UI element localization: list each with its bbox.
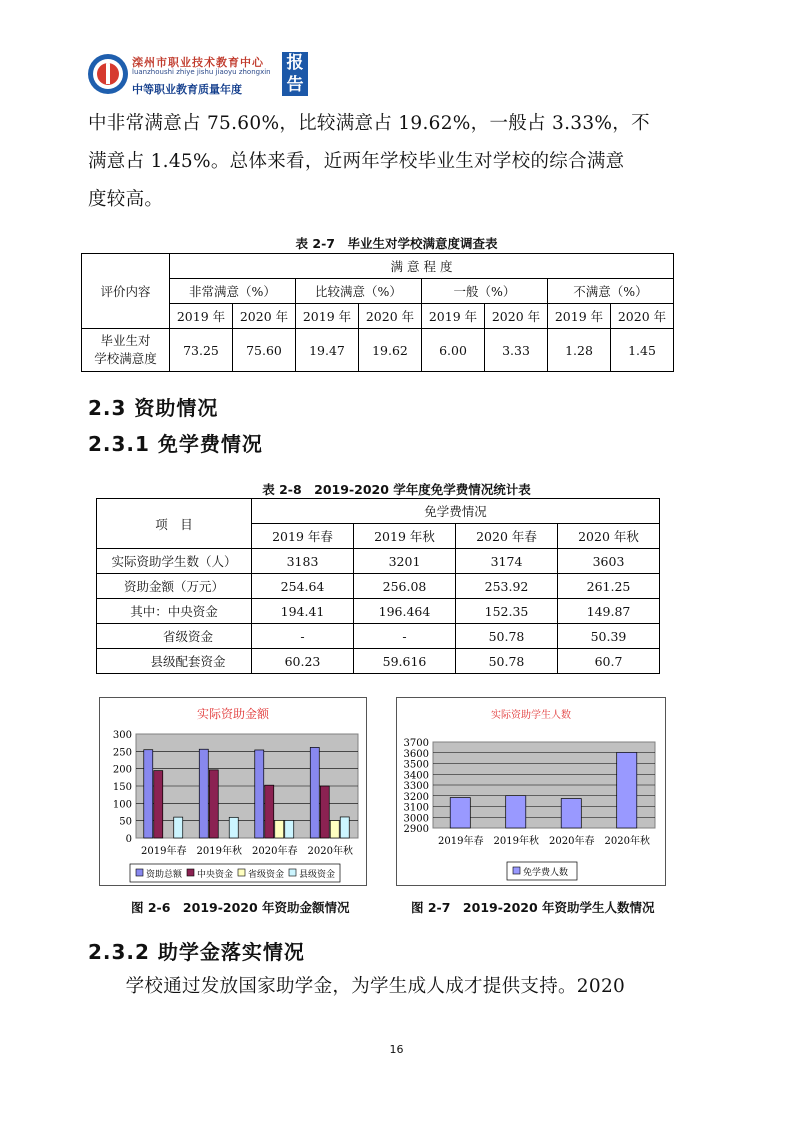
- y-tick-label: 0: [125, 834, 132, 845]
- year-header: 2019 年: [296, 304, 359, 329]
- y-tick-label: 3000: [403, 813, 429, 825]
- bar: [229, 817, 238, 838]
- y-tick-label: 250: [112, 747, 132, 759]
- table-cell: -: [354, 624, 456, 649]
- bar: [255, 750, 264, 838]
- table-cell: 3201: [354, 549, 456, 574]
- year-header: 2020 年: [485, 304, 548, 329]
- x-tick-label: 2019年秋: [196, 846, 242, 857]
- table-cell: 75.60: [233, 329, 296, 372]
- y-tick-label: 3600: [403, 748, 429, 760]
- y-tick-label: 3500: [403, 759, 429, 771]
- category-header: 一般（%）: [422, 279, 548, 304]
- report-subtitle: 中等职业教育质量年度: [132, 83, 242, 96]
- table-cell: 50.78: [456, 649, 558, 674]
- row-label: 资助金额（万元）: [97, 574, 252, 599]
- funding-chart-svg: [100, 698, 366, 885]
- table-cell: 3603: [558, 549, 660, 574]
- y-tick-label: 3200: [403, 791, 429, 803]
- row-label: 省级资金: [97, 624, 252, 649]
- table-cell: 3.33: [485, 329, 548, 372]
- year-header: 2020 年: [611, 304, 674, 329]
- row-label: [82, 329, 170, 372]
- row-label-line: 学校满意度: [94, 351, 157, 366]
- table-cell: 1.28: [548, 329, 611, 372]
- bar: [330, 821, 339, 838]
- table-cell: 152.35: [456, 599, 558, 624]
- table-cell: 3183: [252, 549, 354, 574]
- x-tick-label: 2019年秋: [493, 836, 539, 847]
- report-tag: 报告: [282, 52, 308, 96]
- section-heading-2-3-2: 2.3.2 助学金落实情况: [88, 940, 305, 964]
- period-header: 2020 年秋: [558, 524, 660, 549]
- table-cell: 253.92: [456, 574, 558, 599]
- table-cell: -: [252, 624, 354, 649]
- intro-line-2: 满意占 1.45%。总体来看，近两年学校毕业生对学校的综合满意: [88, 151, 625, 172]
- table-cell: 73.25: [170, 329, 233, 372]
- year-header: 2020 年: [233, 304, 296, 329]
- table-cell: 50.78: [456, 624, 558, 649]
- bar: [617, 752, 637, 828]
- school-logo-icon: [86, 52, 130, 96]
- legend-swatch: [187, 869, 194, 876]
- table-cell: 149.87: [558, 599, 660, 624]
- chart-title: 实际资助学生人数: [491, 710, 571, 721]
- section-heading-2-3-1: 2.3.1 免学费情况: [88, 432, 263, 456]
- section-heading-2-3: 2.3 资助情况: [88, 396, 219, 420]
- table-cell: 50.39: [558, 624, 660, 649]
- y-tick-label: 3400: [403, 770, 429, 782]
- x-tick-label: 2020年春: [252, 846, 298, 857]
- page-number: 16: [389, 1043, 404, 1056]
- figure-caption-2-6: 图 2-6 2019-2020 年资助金额情况: [131, 900, 350, 915]
- year-header: 2019 年: [170, 304, 233, 329]
- y-tick-label: 2900: [403, 824, 429, 835]
- figure-caption-2-7: 图 2-7 2019-2020 年资助学生人数情况: [411, 900, 655, 915]
- legend-label: 省级资金: [248, 870, 285, 880]
- period-header: 2020 年春: [456, 524, 558, 549]
- year-header: 2019 年: [548, 304, 611, 329]
- table-cell: 19.47: [296, 329, 359, 372]
- x-tick-label: 2019年春: [141, 846, 187, 857]
- table-cell: 6.00: [422, 329, 485, 372]
- table1-caption: 表 2-7 毕业生对学校满意度调查表: [295, 236, 498, 251]
- bar: [174, 817, 183, 838]
- category-header: 不满意（%）: [548, 279, 674, 304]
- y-tick-label: 3300: [403, 781, 429, 792]
- category-header: 比较满意（%）: [296, 279, 422, 304]
- bar: [340, 817, 349, 838]
- legend-swatch: [289, 869, 296, 876]
- year-header: 2020 年: [359, 304, 422, 329]
- group-header: 免学费情况: [252, 499, 660, 524]
- year-header: 2019 年: [422, 304, 485, 329]
- bar: [265, 785, 274, 838]
- group-header: 满 意 程 度: [170, 254, 674, 279]
- y-tick-label: 200: [112, 764, 132, 776]
- legend-swatch: [238, 869, 245, 876]
- bar: [199, 749, 208, 838]
- table-cell: 19.62: [359, 329, 422, 372]
- table-cell: 3174: [456, 549, 558, 574]
- students-chart-svg: [397, 698, 665, 885]
- table-cell: 254.64: [252, 574, 354, 599]
- x-tick-label: 2019年春: [438, 836, 484, 847]
- funding-chart: [99, 697, 367, 886]
- table-cell: 196.464: [354, 599, 456, 624]
- y-tick-label: 300: [112, 730, 132, 741]
- legend-label: 资助总额: [146, 870, 183, 880]
- x-tick-label: 2020年春: [549, 836, 595, 847]
- y-tick-label: 3700: [403, 738, 429, 749]
- tuition-table: [96, 498, 660, 674]
- bar: [285, 820, 294, 838]
- x-tick-label: 2020年秋: [307, 846, 353, 857]
- legend-label: 中央资金: [197, 870, 234, 880]
- intro-line-3: 度较高。: [88, 189, 164, 210]
- table-cell: 256.08: [354, 574, 456, 599]
- table-cell: 261.25: [558, 574, 660, 599]
- y-tick-label: 100: [112, 799, 132, 811]
- bar: [450, 798, 470, 828]
- org-name: 滦州市职业技术教育中心: [132, 56, 264, 69]
- chart-title: 实际资助金额: [196, 707, 270, 721]
- legend-swatch: [136, 869, 143, 876]
- period-header: 2019 年春: [252, 524, 354, 549]
- y-tick-label: 50: [119, 816, 132, 828]
- row-label: 其中：中央资金: [97, 599, 252, 624]
- table-cell: 60.7: [558, 649, 660, 674]
- table-cell: 194.41: [252, 599, 354, 624]
- item-header: 项 目: [97, 499, 252, 549]
- row-label: 实际资助学生数（人）: [97, 549, 252, 574]
- bar: [275, 820, 284, 838]
- students-chart: [396, 697, 666, 886]
- bar: [310, 747, 319, 838]
- report-header: [86, 52, 308, 98]
- bar: [154, 771, 163, 838]
- row-label: 县级配套资金: [97, 649, 252, 674]
- y-tick-label: 150: [112, 782, 132, 793]
- intro-line-1: 中非常满意占 75.60%，比较满意占 19.62%，一般占 3.33%，不: [88, 113, 650, 134]
- bar: [209, 770, 218, 838]
- legend-label: 县级资金: [299, 870, 336, 880]
- table-cell: 60.23: [252, 649, 354, 674]
- closing-paragraph: 学校通过发放国家助学金，为学生成人成才提供支持。2020: [88, 976, 626, 997]
- legend-label: 免学费人数: [523, 868, 569, 878]
- table2-caption: 表 2-8 2019-2020 学年度免学费情况统计表: [262, 482, 531, 497]
- intro-paragraph: [88, 105, 678, 219]
- org-pinyin: luanzhoushi zhiye jishu jiaoyu zhongxin: [132, 68, 271, 76]
- bar: [144, 750, 153, 838]
- row-label-line: 毕业生对: [100, 333, 151, 348]
- table-cell: 59.616: [354, 649, 456, 674]
- category-header: 非常满意（%）: [170, 279, 296, 304]
- row-header: 评价内容: [82, 254, 170, 329]
- y-tick-label: 3100: [403, 802, 429, 814]
- bar: [506, 796, 526, 828]
- legend-swatch: [513, 867, 520, 874]
- table-cell: 1.45: [611, 329, 674, 372]
- satisfaction-table: [81, 253, 674, 372]
- period-header: 2019 年秋: [354, 524, 456, 549]
- bar: [320, 786, 329, 838]
- x-tick-label: 2020年秋: [604, 836, 650, 847]
- bar: [561, 799, 581, 828]
